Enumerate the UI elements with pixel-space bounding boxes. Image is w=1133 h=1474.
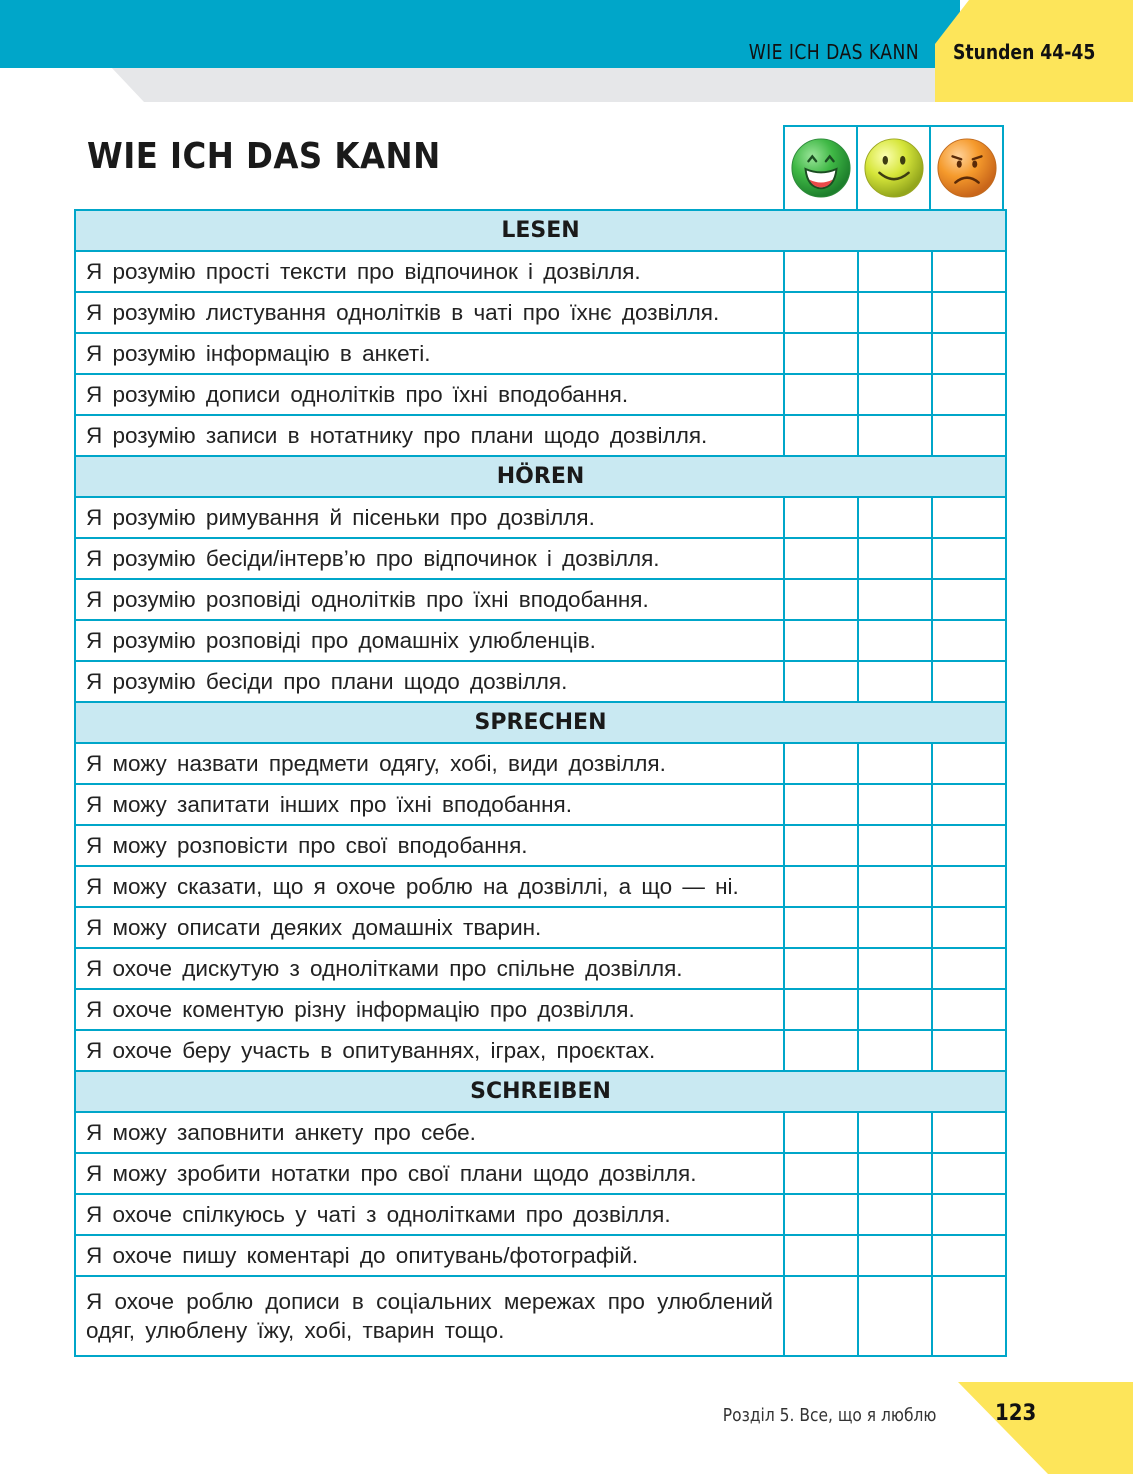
rating-box-sad[interactable]: [932, 333, 1006, 374]
rating-box-happy[interactable]: [784, 415, 858, 456]
rating-box-happy[interactable]: [784, 989, 858, 1030]
rating-box-sad[interactable]: [932, 1235, 1006, 1276]
rating-box-neutral[interactable]: [858, 743, 932, 784]
skill-statement: Я розумію дописи однолітків про їхні вподобання.: [75, 374, 784, 415]
rating-box-sad[interactable]: [932, 292, 1006, 333]
footer-chapter: Розділ 5. Все, що я люблю: [722, 1405, 936, 1426]
rating-header-cell: [858, 127, 931, 209]
rating-box-neutral[interactable]: [858, 333, 932, 374]
skill-statement: Я охоче дискутую з однолітками про спільне дозвілля.: [75, 948, 784, 989]
footer-yellow-tab: [958, 1382, 1133, 1474]
checklist-row: [75, 620, 1006, 661]
rating-header-cell: [785, 127, 858, 209]
rating-box-neutral[interactable]: [858, 415, 932, 456]
skill-statement: Я розумію бесіди про плани щодо дозвілля.: [75, 661, 784, 702]
rating-box-neutral[interactable]: [858, 866, 932, 907]
sad-orange-smiley-icon: [936, 137, 998, 199]
rating-box-happy[interactable]: [784, 907, 858, 948]
rating-box-neutral[interactable]: [858, 1194, 932, 1235]
section-header-row: [75, 1071, 1006, 1112]
rating-box-neutral[interactable]: [858, 1235, 932, 1276]
rating-box-sad[interactable]: [932, 989, 1006, 1030]
rating-box-neutral[interactable]: [858, 292, 932, 333]
skill-statement: Я можу сказати, що я охоче роблю на дозвіллі, а що — ні.: [75, 866, 784, 907]
skill-statement: Я розумію розповіді однолітків про їхні вподобання.: [75, 579, 784, 620]
rating-box-neutral[interactable]: [858, 1112, 932, 1153]
checklist-row: [75, 989, 1006, 1030]
skill-statement: Я охоче беру участь в опитуваннях, іграх, проєктах.: [75, 1030, 784, 1071]
rating-box-happy[interactable]: [784, 866, 858, 907]
checklist-row: [75, 661, 1006, 702]
rating-box-sad[interactable]: [932, 415, 1006, 456]
rating-box-neutral[interactable]: [858, 825, 932, 866]
skill-statement: Я можу розповісти про свої вподобання.: [75, 825, 784, 866]
section-header-row: [75, 456, 1006, 497]
rating-box-neutral[interactable]: [858, 1030, 932, 1071]
rating-box-happy[interactable]: [784, 292, 858, 333]
checklist-row: [75, 825, 1006, 866]
rating-box-sad[interactable]: [932, 1153, 1006, 1194]
checklist-row: [75, 333, 1006, 374]
rating-box-happy[interactable]: [784, 333, 858, 374]
rating-box-neutral[interactable]: [858, 579, 932, 620]
rating-box-happy[interactable]: [784, 538, 858, 579]
rating-box-happy[interactable]: [784, 579, 858, 620]
rating-box-neutral[interactable]: [858, 661, 932, 702]
rating-box-happy[interactable]: [784, 1276, 858, 1356]
rating-box-neutral[interactable]: [858, 374, 932, 415]
checklist-row: [75, 1153, 1006, 1194]
rating-box-neutral[interactable]: [858, 907, 932, 948]
checklist-row: [75, 907, 1006, 948]
rating-box-sad[interactable]: [932, 948, 1006, 989]
section-title: LESEN: [75, 210, 1006, 251]
skill-statement: Я розумію прості тексти про відпочинок і дозвілля.: [75, 251, 784, 292]
section-header-row: [75, 210, 1006, 251]
skill-statement: Я розумію розповіді про домашніх улюбленців.: [75, 620, 784, 661]
skill-statement: Я розумію римування й пісеньки про дозвілля.: [75, 497, 784, 538]
rating-box-sad[interactable]: [932, 579, 1006, 620]
rating-box-happy[interactable]: [784, 784, 858, 825]
rating-box-sad[interactable]: [932, 743, 1006, 784]
rating-box-happy[interactable]: [784, 1153, 858, 1194]
skill-statement: Я охоче пишу коментарі до опитувань/фотографій.: [75, 1235, 784, 1276]
rating-box-sad[interactable]: [932, 825, 1006, 866]
happy-green-smiley-icon: [790, 137, 852, 199]
rating-box-neutral[interactable]: [858, 989, 932, 1030]
checklist-row: [75, 497, 1006, 538]
checklist-row: [75, 1112, 1006, 1153]
skill-statement: Я розумію записи в нотатнику про плани щодо дозвілля.: [75, 415, 784, 456]
rating-box-neutral[interactable]: [858, 251, 932, 292]
rating-box-sad[interactable]: [932, 907, 1006, 948]
skill-statement: Я розумію листування однолітків в чаті про їхнє дозвілля.: [75, 292, 784, 333]
page-title: WIE ICH DAS KANN: [87, 136, 441, 177]
rating-box-sad[interactable]: [932, 538, 1006, 579]
section-title: SCHREIBEN: [75, 1071, 1006, 1112]
rating-box-neutral[interactable]: [858, 538, 932, 579]
skill-statement: Я можу назвати предмети одягу, хобі, види дозвілля.: [75, 743, 784, 784]
rating-box-sad[interactable]: [932, 866, 1006, 907]
neutral-yellow-smiley-icon: [863, 137, 925, 199]
rating-box-happy[interactable]: [784, 825, 858, 866]
checklist-row: [75, 415, 1006, 456]
skill-statement: Я охоче коментую різну інформацію про дозвілля.: [75, 989, 784, 1030]
section-title: SPRECHEN: [75, 702, 1006, 743]
rating-box-sad[interactable]: [932, 1194, 1006, 1235]
checklist-row: [75, 784, 1006, 825]
skill-statement: Я можу зробити нотатки про свої плани щодо дозвілля.: [75, 1153, 784, 1194]
skill-statement: Я охоче роблю дописи в соціальних мережах про улюблений одяг, улюблену їжу, хобі, тварин тощо.: [75, 1276, 784, 1356]
header-section-title: WIE ICH DAS KANN: [748, 40, 919, 64]
rating-box-sad[interactable]: [932, 784, 1006, 825]
skill-statement: Я можу заповнити анкету про себе.: [75, 1112, 784, 1153]
checklist-row: [75, 948, 1006, 989]
skill-statement: Я можу запитати інших про їхні вподобання.: [75, 784, 784, 825]
rating-box-happy[interactable]: [784, 251, 858, 292]
checklist-row: [75, 866, 1006, 907]
rating-box-sad[interactable]: [932, 620, 1006, 661]
page-number: 123: [995, 1401, 1037, 1426]
rating-box-neutral[interactable]: [858, 620, 932, 661]
rating-box-sad[interactable]: [932, 661, 1006, 702]
header-lesson-label: Stunden 44-45: [953, 40, 1096, 64]
skill-statement: Я розумію бесіди/інтерв’ю про відпочинок і дозвілля.: [75, 538, 784, 579]
self-assessment-table: [74, 209, 1007, 1357]
rating-box-happy[interactable]: [784, 1235, 858, 1276]
rating-box-happy[interactable]: [784, 374, 858, 415]
rating-box-sad[interactable]: [932, 374, 1006, 415]
checklist-row: [75, 1194, 1006, 1235]
rating-box-happy[interactable]: [784, 1030, 858, 1071]
skill-statement: Я охоче спілкуюсь у чаті з однолітками про дозвілля.: [75, 1194, 784, 1235]
rating-box-sad[interactable]: [932, 1276, 1006, 1356]
rating-box-neutral[interactable]: [858, 497, 932, 538]
rating-box-happy[interactable]: [784, 620, 858, 661]
rating-box-sad[interactable]: [932, 1030, 1006, 1071]
rating-box-happy[interactable]: [784, 948, 858, 989]
rating-box-happy[interactable]: [784, 497, 858, 538]
checklist-row: [75, 374, 1006, 415]
rating-box-happy[interactable]: [784, 743, 858, 784]
rating-box-sad[interactable]: [932, 251, 1006, 292]
rating-box-sad[interactable]: [932, 497, 1006, 538]
rating-header-cell: [931, 127, 1002, 209]
rating-box-sad[interactable]: [932, 1112, 1006, 1153]
rating-box-neutral[interactable]: [858, 1153, 932, 1194]
checklist-row: [75, 743, 1006, 784]
section-header-row: [75, 702, 1006, 743]
checklist-row: [75, 292, 1006, 333]
skill-statement: Я можу описати деяких домашніх тварин.: [75, 907, 784, 948]
checklist-row: [75, 1276, 1006, 1356]
rating-header: [783, 125, 1004, 209]
rating-box-neutral[interactable]: [858, 948, 932, 989]
checklist-row: [75, 538, 1006, 579]
rating-box-neutral[interactable]: [858, 1276, 932, 1356]
checklist-row: [75, 1030, 1006, 1071]
rating-box-happy[interactable]: [784, 1194, 858, 1235]
checklist-row: [75, 579, 1006, 620]
rating-box-happy[interactable]: [784, 1112, 858, 1153]
rating-box-happy[interactable]: [784, 661, 858, 702]
checklist-row: [75, 251, 1006, 292]
rating-box-neutral[interactable]: [858, 784, 932, 825]
section-title: HÖREN: [75, 456, 1006, 497]
skill-statement: Я розумію інформацію в анкеті.: [75, 333, 784, 374]
checklist-row: [75, 1235, 1006, 1276]
